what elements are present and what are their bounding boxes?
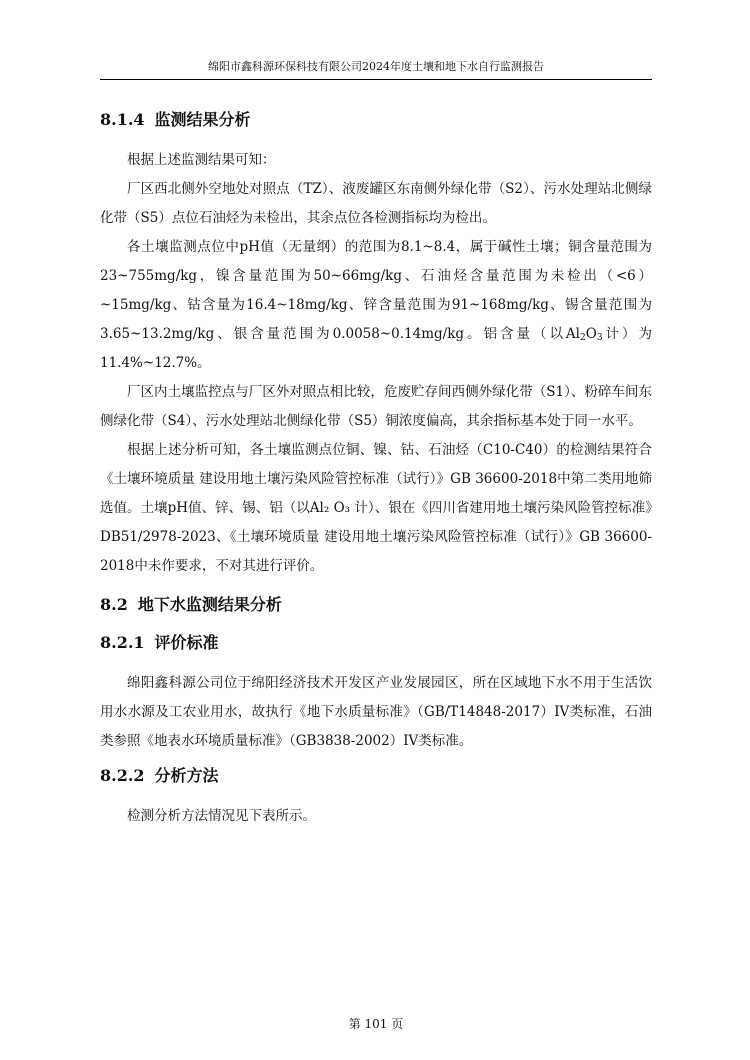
subscript: 2	[580, 333, 586, 343]
paragraph	[100, 233, 652, 378]
text-run: O	[585, 326, 597, 342]
section-8-2-2-heading	[100, 760, 652, 792]
header-divider	[100, 79, 652, 80]
text-run: 计）为11.4%~12.7%。	[100, 326, 652, 371]
section-number: 8.1.4	[100, 110, 145, 129]
report-header: 绵阳市鑫科源环保科技有限公司2024年度土壤和地下水自行监测报告	[208, 60, 544, 73]
section-8-1-4-heading	[100, 104, 652, 136]
paragraph: 根据上述分析可知，各土壤监测点位铜、镍、钴、石油烃（C10-C40）的检测结果符合《土壤环境质量 建设用地土壤污染风险管控标准（试行）》GB 36600-2018中第二类用地筛选值。土壤pH值、锌、锡、铝（以Al₂ O₃ 计）、银在《四川省建用地土壤污染风险管控标准》DB51/2978-2023、《土壤环境质量 建设用地土壤污染风险管控标准（试行）》GB 36600-2018中未作要求，不对其进行评价。	[100, 442, 652, 574]
text-run: 各土壤监测点位中pH值（无量纲）的范围为8.1~8.4，属于碱性土壤；铜含量范围为23~755mg/kg，镍含量范围为50~66mg/kg、石油烃含量范围为未检出（<6）~15mg/kg、钴含量为16.4~18mg/kg、锌含量范围为91~168mg/kg、锡含量范围为3.65~13.2mg/kg、银含量范围为0.0058~0.14mg/kg。铝含量（以Al	[100, 239, 652, 342]
paragraph: 厂区内土壤监控点与厂区外对照点相比较，危废贮存间西侧外绿化带（S1）、粉碎车间东侧绿化带（S4）、污水处理站北侧绿化带（S5）铜浓度偏高，其余指标基本处于同一水平。	[100, 384, 652, 429]
subscript: 3	[596, 333, 603, 343]
page-number: 第 101 页	[348, 1017, 404, 1031]
section-title: 分析方法	[154, 766, 219, 785]
section-number: 8.2.2	[100, 766, 145, 785]
section-8-2-heading	[100, 589, 652, 621]
paragraph: 厂区西北侧外空地处对照点（TZ）、液废罐区东南侧外绿化带（S2）、污水处理站北侧绿化带（S5）点位石油烃为未检出，其余点位各检测指标均为检出。	[100, 181, 652, 226]
paragraph: 绵阳鑫科源公司位于绵阳经济技术开发区产业发展园区，所在区域地下水不用于生活饮用水水源及工农业用水，故执行《地下水质量标准》（GB/T14848-2017）IV类标准，石油类参照《地表水环境质量标准》（GB3838-2002）IV类标准。	[100, 675, 652, 749]
page-content	[100, 104, 652, 831]
section-title: 地下水监测结果分析	[137, 595, 282, 614]
paragraph: 根据上述监测结果可知：	[127, 152, 276, 168]
section-8-2-1-heading	[100, 627, 652, 659]
section-number: 8.2	[100, 595, 128, 614]
section-number: 8.2.1	[100, 633, 145, 652]
section-title: 评价标准	[154, 633, 219, 652]
paragraph: 检测分析方法情况见下表所示。	[127, 808, 316, 824]
section-title: 监测结果分析	[154, 110, 251, 129]
